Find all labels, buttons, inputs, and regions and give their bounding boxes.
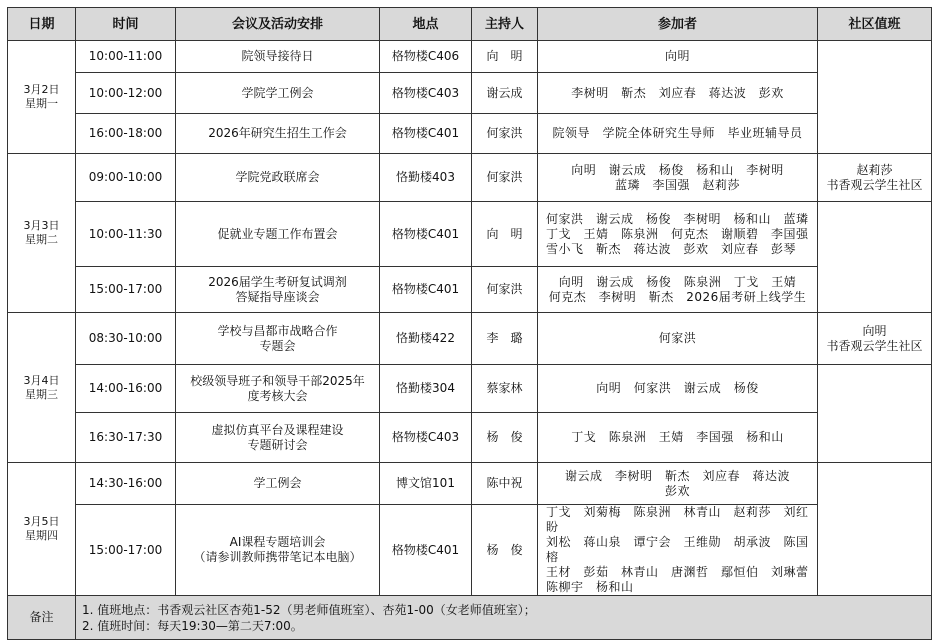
- duty-cell: 赵莉莎 书香观云学生社区: [818, 154, 932, 202]
- host-cell: 杨 俊: [472, 505, 538, 596]
- host-cell: 何家洪: [472, 114, 538, 154]
- time-cell: 15:00-17:00: [76, 505, 176, 596]
- event-cell: 2026年研究生招生工作会: [176, 114, 380, 154]
- place-cell: 格物楼C403: [380, 413, 472, 463]
- notes-label: 备注: [8, 596, 76, 640]
- attendees-cell: 向明 何家洪 谢云成 杨俊: [538, 365, 818, 413]
- header-duty: 社区值班: [818, 8, 932, 41]
- event-cell: 学院学工例会: [176, 73, 380, 114]
- event-cell: 学院党政联席会: [176, 154, 380, 202]
- attendees-cell: 向明 谢云成 杨俊 杨和山 李树明 蓝璘 李国强 赵莉莎: [538, 154, 818, 202]
- time-cell: 14:30-16:00: [76, 463, 176, 505]
- place-cell: 博文馆101: [380, 463, 472, 505]
- host-cell: 陈中祝: [472, 463, 538, 505]
- time-cell: 16:30-17:30: [76, 413, 176, 463]
- event-cell: 促就业专题工作布置会: [176, 202, 380, 267]
- place-cell: 格物楼C403: [380, 73, 472, 114]
- place-cell: 格物楼C401: [380, 505, 472, 596]
- header-place: 地点: [380, 8, 472, 41]
- header-host: 主持人: [472, 8, 538, 41]
- event-cell: 学校与昌都市战略合作 专题会: [176, 313, 380, 365]
- date-cell: 3月4日 星期三: [8, 313, 76, 463]
- header-attendees: 参加者: [538, 8, 818, 41]
- attendees-cell: 丁戈 刘菊梅 陈泉洲 林青山 赵莉莎 刘红盼 刘松 蒋山泉 谭宁会 王维勋 胡承波 陈国榕 王材 彭茹 林青山 唐渊哲 鄢恒伯 刘琳蕾 陈柳宇 杨和山: [538, 505, 818, 596]
- header-event: 会议及活动安排: [176, 8, 380, 41]
- table-row: [8, 365, 932, 413]
- event-cell: 2026届学生考研复试调剂 答疑指导座谈会: [176, 267, 380, 313]
- notes-text: 1. 值班地点：书香观云社区杏苑1-52（男老师值班室）、杏苑1-00（女老师值班室）； 2. 值班时间：每天19:30—第二天7:00。: [76, 596, 932, 640]
- table-row: [8, 202, 932, 267]
- place-cell: 格物楼C401: [380, 114, 472, 154]
- event-cell: 学工例会: [176, 463, 380, 505]
- header-time: 时间: [76, 8, 176, 41]
- host-cell: 何家洪: [472, 154, 538, 202]
- host-cell: 向 明: [472, 41, 538, 73]
- place-cell: 恪勤楼403: [380, 154, 472, 202]
- schedule-table: [7, 7, 932, 640]
- date-cell: 3月3日 星期二: [8, 154, 76, 313]
- table-row: [8, 41, 932, 73]
- header-date: 日期: [8, 8, 76, 41]
- duty-cell: [818, 463, 932, 596]
- duty-cell: [818, 365, 932, 463]
- attendees-cell: 向明: [538, 41, 818, 73]
- table-row: [8, 267, 932, 313]
- duty-cell: 向明 书香观云学生社区: [818, 313, 932, 365]
- host-cell: 蔡家林: [472, 365, 538, 413]
- time-cell: 14:00-16:00: [76, 365, 176, 413]
- table-row: [8, 463, 932, 505]
- place-cell: 格物楼C406: [380, 41, 472, 73]
- table-row: [8, 313, 932, 365]
- place-cell: 恪勤楼422: [380, 313, 472, 365]
- attendees-cell: 向明 谢云成 杨俊 陈泉洲 丁戈 王婧 何克杰 李树明 靳杰 2026届考研上线学生: [538, 267, 818, 313]
- duty-cell: [818, 202, 932, 313]
- table-row: [8, 154, 932, 202]
- table-row: [8, 413, 932, 463]
- event-cell: AI课程专题培训会 （请参训教师携带笔记本电脑）: [176, 505, 380, 596]
- date-cell: 3月5日 星期四: [8, 463, 76, 596]
- time-cell: 10:00-12:00: [76, 73, 176, 114]
- time-cell: 16:00-18:00: [76, 114, 176, 154]
- attendees-cell: 院领导 学院全体研究生导师 毕业班辅导员: [538, 114, 818, 154]
- notes-row: [8, 596, 932, 640]
- place-cell: 格物楼C401: [380, 202, 472, 267]
- attendees-cell: 丁戈 陈泉洲 王婧 李国强 杨和山: [538, 413, 818, 463]
- host-cell: 杨 俊: [472, 413, 538, 463]
- date-cell: 3月2日 星期一: [8, 41, 76, 154]
- place-cell: 恪勤楼304: [380, 365, 472, 413]
- attendees-cell: 何家洪 谢云成 杨俊 李树明 杨和山 蓝璘 丁戈 王婧 陈泉洲 何克杰 谢顺碧 李国强 雪小飞 靳杰 蒋达波 彭欢 刘应春 彭琴: [538, 202, 818, 267]
- attendees-cell: 谢云成 李树明 靳杰 刘应春 蒋达波 彭欢: [538, 463, 818, 505]
- place-cell: 格物楼C401: [380, 267, 472, 313]
- attendees-cell: 李树明 靳杰 刘应春 蒋达波 彭欢: [538, 73, 818, 114]
- table-row: [8, 505, 932, 596]
- event-cell: 院领导接待日: [176, 41, 380, 73]
- event-cell: 虚拟仿真平台及课程建设 专题研讨会: [176, 413, 380, 463]
- time-cell: 09:00-10:00: [76, 154, 176, 202]
- attendees-cell: 何家洪: [538, 313, 818, 365]
- time-cell: 10:00-11:00: [76, 41, 176, 73]
- table-row: [8, 73, 932, 114]
- duty-cell: [818, 41, 932, 154]
- host-cell: 何家洪: [472, 267, 538, 313]
- time-cell: 10:00-11:30: [76, 202, 176, 267]
- time-cell: 08:30-10:00: [76, 313, 176, 365]
- table-row: [8, 114, 932, 154]
- host-cell: 李 璐: [472, 313, 538, 365]
- host-cell: 向 明: [472, 202, 538, 267]
- time-cell: 15:00-17:00: [76, 267, 176, 313]
- event-cell: 校级领导班子和领导干部2025年 度考核大会: [176, 365, 380, 413]
- header-row: [8, 8, 932, 41]
- host-cell: 谢云成: [472, 73, 538, 114]
